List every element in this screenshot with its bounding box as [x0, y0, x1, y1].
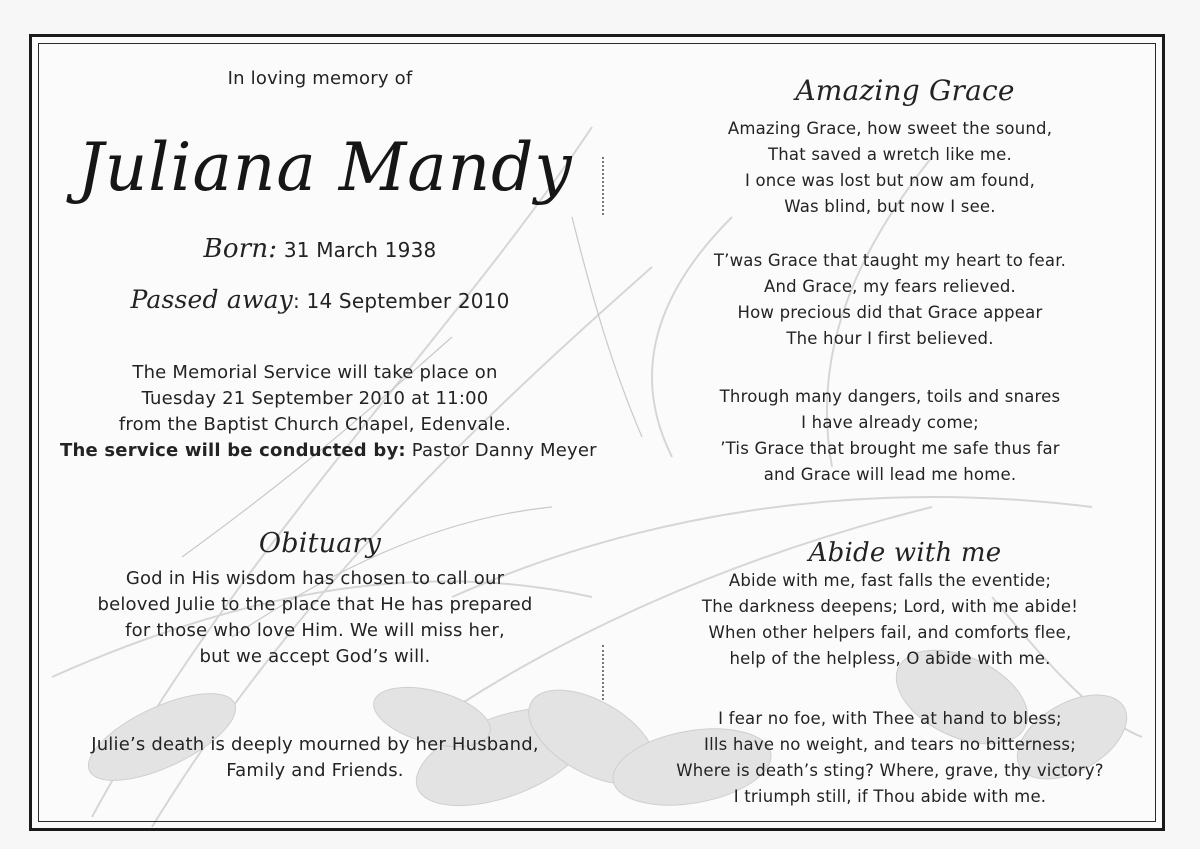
hymn2-verse-2 — [630, 706, 1150, 810]
passed-label: Passed away — [130, 285, 293, 314]
obituary-paragraph-1 — [50, 566, 580, 670]
hymn-line: The hour I first believed. — [786, 329, 994, 348]
born-date: 31 March 1938 — [283, 238, 437, 262]
conducted-by: Pastor Danny Meyer — [411, 440, 597, 461]
hymn-line: I once was lost but now am found, — [744, 171, 1036, 190]
hymn-line: Abide with me, fast falls the eventide; — [728, 571, 1052, 590]
born-line: Born: 31 March 1938 — [203, 234, 437, 264]
hymn-line: and Grace will lead me home. — [763, 465, 1017, 484]
obituary-heading: Obituary — [258, 528, 382, 559]
hymn-line: That saved a wretch like me. — [768, 145, 1012, 164]
hymn-line: Amazing Grace, how sweet the sound, — [727, 119, 1053, 138]
hymn-line: I triumph still, if Thou abide with me. — [733, 787, 1047, 806]
hymn-line: help of the helpless, O abide with me. — [729, 649, 1051, 668]
hymn-line: ’Tis Grace that brought me safe thus far — [720, 439, 1060, 458]
obituary-line: Julie’s death is deeply mourned by her Husband, — [91, 734, 539, 755]
hymn-line: Where is death’s sting? Where, grave, thy victory? — [676, 761, 1104, 780]
obituary-line: Family and Friends. — [226, 760, 404, 781]
hymn-line: T’was Grace that taught my heart to fear. — [713, 251, 1067, 270]
hymn-line: When other helpers fail, and comforts flee, — [708, 623, 1072, 642]
passed-line: Passed away: 14 September 2010 — [130, 285, 510, 314]
service-line: Tuesday 21 September 2010 at 11:00 — [141, 388, 489, 409]
service-details — [60, 360, 597, 464]
born-label: Born — [203, 234, 269, 264]
obituary-line: for those who love Him. We will miss her, — [125, 620, 505, 641]
service-line: The Memorial Service will take place on — [132, 362, 498, 383]
conducted-label: The service will be conducted by: — [60, 440, 406, 461]
deceased-name: Juliana Mandy — [77, 129, 573, 206]
hymn1-verse-2 — [640, 248, 1140, 352]
hymn-line: Through many dangers, toils and snares — [719, 387, 1061, 406]
conducted-line — [60, 438, 597, 464]
obituary-paragraph-2 — [40, 732, 590, 784]
hymn-line: The darkness deepens; Lord, with me abide! — [701, 597, 1079, 616]
hymn2-verse-1 — [630, 568, 1150, 672]
hymn-line: Ills have no weight, and tears no bitterness; — [704, 735, 1076, 754]
passed-date: 14 September 2010 — [306, 289, 510, 313]
hymn-line: How precious did that Grace appear — [737, 303, 1043, 322]
obituary-line: beloved Julie to the place that He has prepared — [97, 594, 533, 615]
obituary-line: God in His wisdom has chosen to call our — [125, 568, 505, 589]
hymn-line: I have already come; — [801, 413, 979, 432]
hymn-line: I fear no foe, with Thee at hand to bless; — [718, 709, 1062, 728]
hymn-line: And Grace, my fears relieved. — [764, 277, 1016, 296]
hymn1-verse-1 — [640, 116, 1140, 220]
fold-mark-bottom — [602, 645, 608, 700]
service-line: from the Baptist Church Chapel, Edenvale. — [118, 414, 512, 435]
obituary-line: but we accept God’s will. — [199, 646, 431, 667]
hymn1-verse-3 — [640, 384, 1140, 488]
intro-text: In loving memory of — [227, 68, 413, 89]
hymn-line: Was blind, but now I see. — [784, 197, 996, 216]
hymn1-title: Amazing Grace — [795, 74, 1015, 107]
hymn2-title: Abide with me — [808, 538, 1002, 568]
